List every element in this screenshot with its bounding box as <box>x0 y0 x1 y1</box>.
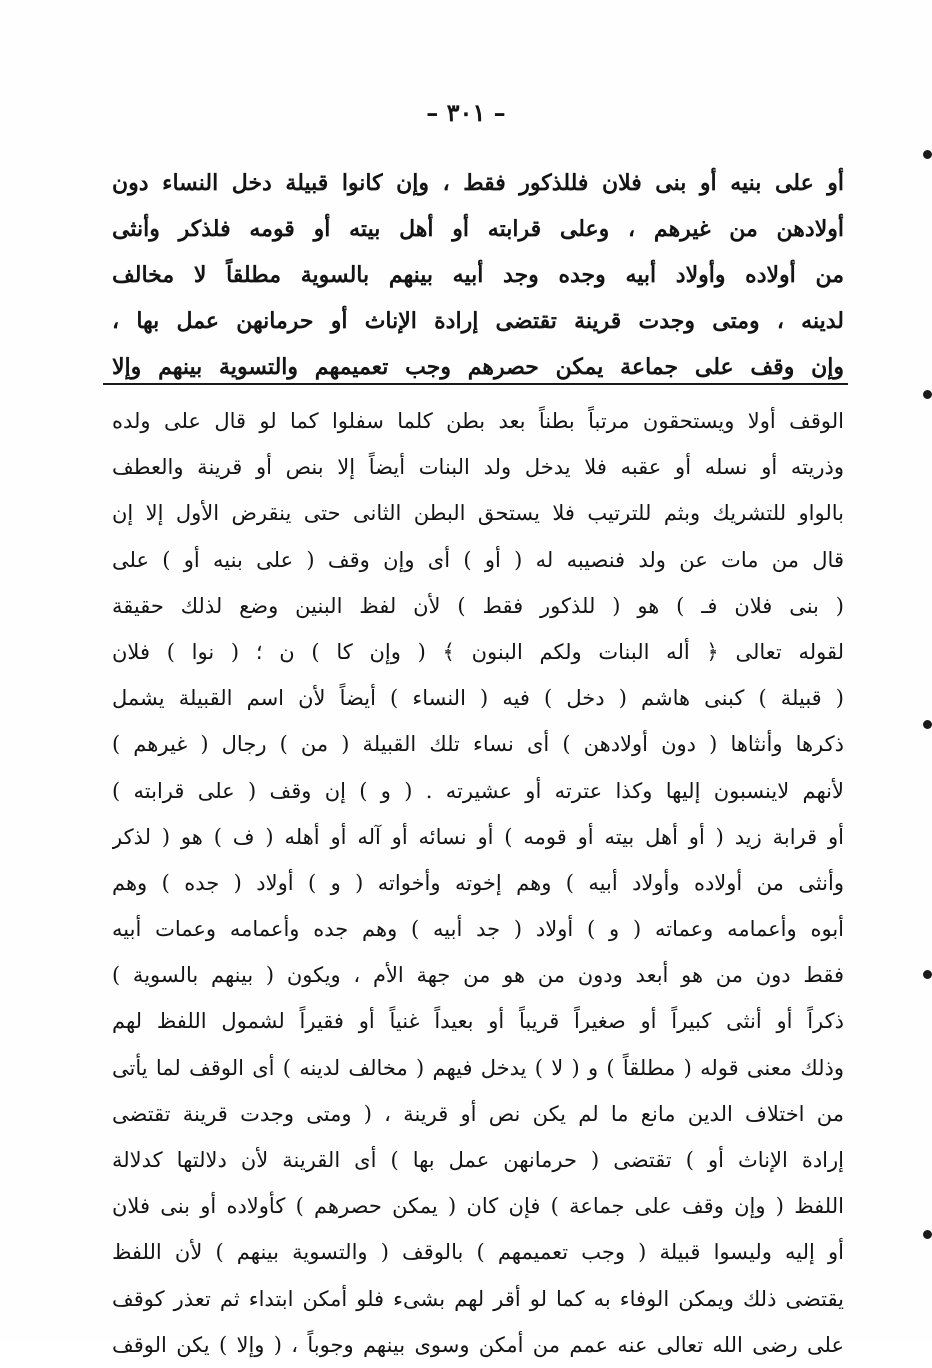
binding-hole-mark <box>923 720 932 729</box>
main-text-line: أو على بنيه أو بنى فلان فللذكور فقط ، وإن كانوا قبيلة دخل النساء دون <box>112 170 844 196</box>
main-text-line: من أولاده وأولاد أبيه وجده وجد أبيه بينهم بالسوية مطلقاً لا مخالف <box>112 262 844 288</box>
commentary-line: لأنهم لاينسبون إليها وكذا عترته أو عشيرته . ( و ) إن وقف ( على قرابته ) <box>112 778 844 803</box>
commentary-line: من اختلاف الدين مانع ما لم يكن نص أو قرينة ، ( ومتى وجدت قرينة تقتضى <box>112 1101 844 1126</box>
binding-hole-mark <box>923 390 932 399</box>
commentary-line: أو قرابة زيد ( أو أهل بيته أو قومه ) أو نسائه أو آله أو أهله ( ف ) هو ( لذكر <box>112 824 844 849</box>
main-text-line: أولادهن من غيرهم ، وعلى قرابته أو أهل بيته أو قومه فلذكر وأنثى <box>112 216 844 242</box>
main-text-line: لدينه ، ومتى وجدت قرينة تقتضى إرادة الإناث أو حرمانهن عمل بها ، <box>112 308 844 334</box>
commentary-block <box>112 398 844 1368</box>
binding-hole-mark <box>923 1230 932 1239</box>
commentary-line: يقتضى ذلك ويمكن الوفاء به كما لو أقر لهم بشىء فلو أمكن ابتداء ثم تعذر كوقف <box>112 1286 844 1311</box>
commentary-line: ( قبيلة ) كبنى هاشم ( دخل ) فيه ( النساء ) أيضاً لأن اسم القبيلة يشمل <box>112 686 844 711</box>
main-text-block <box>112 160 844 390</box>
commentary-line: على رضى الله تعالى عنه عمم من أمكن وسوى بينهم وجوباً ، ( وإلا ) يكن الوقف <box>112 1332 844 1357</box>
binding-hole-mark <box>923 150 932 159</box>
commentary-line: اللفظ ( وإن وقف على جماعة ) فإن كان ( يمكن حصرهم ) كأولاده أو بنى فلان <box>112 1194 844 1219</box>
page-number: – ٣٠١ – <box>426 98 506 127</box>
commentary-line: ذكرها وأنثاها ( دون أولادهن ) أى نساء تلك القبيلة ( من ) رجال ( غيرهم ) <box>112 732 844 757</box>
commentary-line: وذلك معنى قوله ( مطلقاً ) و ( لا ) يدخل فيهم ( مخالف لدينه ) أى الوقف لما يأتى <box>112 1055 844 1080</box>
commentary-line: وأنثى من أولاده وأولاد أبيه ) وهم إخوته وأخواته ( و ) أولاد ( جده ) وهم <box>112 870 844 895</box>
section-divider <box>103 383 848 385</box>
commentary-line: بالواو للتشريك وبثم للترتيب فلا يستحق البطن الثانى حتى ينقرض الأول إلا إن <box>112 501 844 526</box>
commentary-line: ذكراً أو أنثى كبيراً أو صغيراً قريباً أو بعيداً غنياً أو فقيراً لشمول اللفظ لهم <box>112 1009 844 1034</box>
commentary-line: وذريته أو نسله أو عقبه فلا يدخل ولد البنات أيضاً إلا بنص أو قرينة والعطف <box>112 455 844 480</box>
binding-hole-mark <box>923 970 932 979</box>
commentary-line: ( بنى فلان فـ ) هو ( للذكور فقط ) لأن لفظ البنين وضع لذلك حقيقة <box>112 593 844 618</box>
main-text-line: وإن وقف على جماعة يمكن حصرهم وجب تعميمهم والتسوية بينهم وإلا <box>112 354 844 380</box>
commentary-line: أبوه وأعمامه وعماته ( و ) أولاد ( جد أبيه ) وهم جده وأعمامه وعمات أبيه <box>112 917 844 942</box>
commentary-line: قال من مات عن ولد فنصيبه له ( أو ) أى وإن وقف ( على بنيه أو ) على <box>112 547 844 572</box>
commentary-line: لقوله تعالى ﴿ أله البنات ولكم البنون ﴾ ( وإن كا ) ن ؛ ( نوا ) فلان <box>112 639 844 664</box>
commentary-line: فقط دون من هو أبعد ودون من هو من جهة الأم ، ويكون ( بينهم بالسوية ) <box>112 963 844 988</box>
commentary-line: الوقف أولا ويستحقون مرتباً بطناً بعد بطن كلما سفلوا كما لو قال على ولده <box>112 409 844 433</box>
commentary-line: أو إليه وليسوا قبيلة ( وجب تعميمهم ) بالوقف ( والتسوية بينهم ) لأن اللفظ <box>112 1240 844 1265</box>
commentary-line: إرادة الإناث أو ) تقتضى ( حرمانهن عمل بها ) أى القرينة لأن دلالتها كدلالة <box>112 1148 844 1172</box>
